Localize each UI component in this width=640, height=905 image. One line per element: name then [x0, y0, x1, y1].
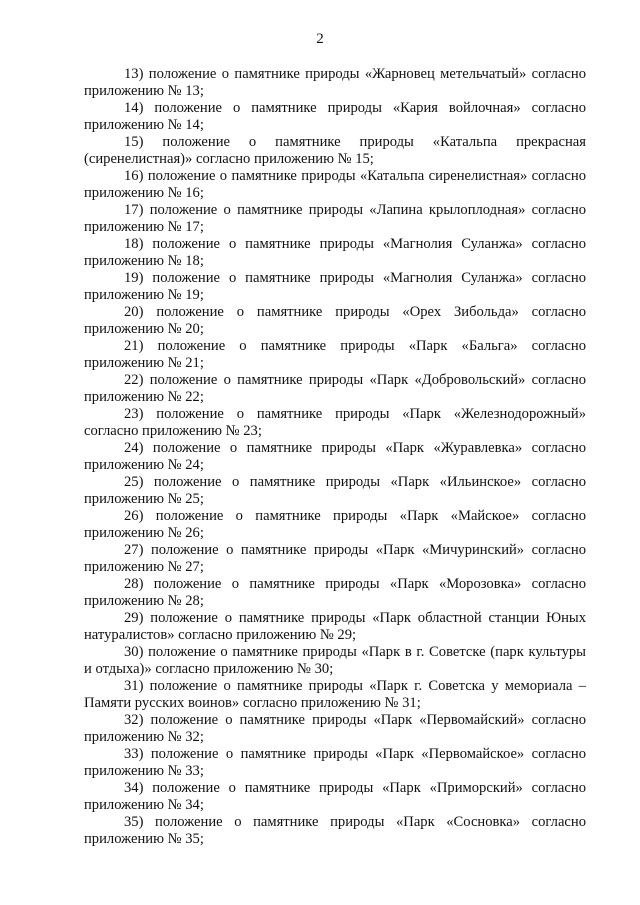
list-item: 21) положение о памятнике природы «Парк «Бальга» согласно приложению № 21; [84, 338, 586, 371]
list-item: 19) положение о памятнике природы «Магнолия Суланжа» согласно приложению № 19; [84, 270, 586, 303]
list-item: 35) положение о памятнике природы «Парк «Сосновка» согласно приложению № 35; [84, 814, 586, 847]
list-item: 29) положение о памятнике природы «Парк областной станции Юных натуралистов» согласно приложению № 29; [84, 610, 586, 643]
list-item: 15) положение о памятнике природы «Катальпа прекрасная (сиренелистная)» согласно приложению № 15; [84, 134, 586, 167]
list-item: 16) положение о памятнике природы «Катальпа сиренелистная» согласно приложению № 16; [84, 168, 586, 201]
list-item: 30) положение о памятнике природы «Парк в г. Советске (парк культуры и отдыха)» согласно приложению № 30; [84, 644, 586, 677]
list-item: 28) положение о памятнике природы «Парк «Морозовка» согласно приложению № 28; [84, 576, 586, 609]
list-item: 26) положение о памятнике природы «Парк «Майское» согласно приложению № 26; [84, 508, 586, 541]
list-item: 33) положение о памятнике природы «Парк «Первомайское» согласно приложению № 33; [84, 746, 586, 779]
list-item: 18) положение о памятнике природы «Магнолия Суланжа» согласно приложению № 18; [84, 236, 586, 269]
list-item: 13) положение о памятнике природы «Жарновец метельчатый» согласно приложению № 13; [84, 66, 586, 99]
list-item: 17) положение о памятнике природы «Лапина крылоплодная» согласно приложению № 17; [84, 202, 586, 235]
list-item: 24) положение о памятнике природы «Парк «Журавлевка» согласно приложению № 24; [84, 440, 586, 473]
list-item: 23) положение о памятнике природы «Парк «Железнодорожный» согласно приложению № 23; [84, 406, 586, 439]
list-item: 25) положение о памятнике природы «Парк «Ильинское» согласно приложению № 25; [84, 474, 586, 507]
list-item: 27) положение о памятнике природы «Парк «Мичуринский» согласно приложению № 27; [84, 542, 586, 575]
list-item: 14) положение о памятнике природы «Кария войлочная» согласно приложению № 14; [84, 100, 586, 133]
page-number: 2 [316, 31, 324, 47]
list-item: 31) положение о памятнике природы «Парк г. Советска у мемориала – Памяти русских воинов» согласно приложению № 31; [84, 678, 586, 711]
list-item: 32) положение о памятнике природы «Парк «Первомайский» согласно приложению № 32; [84, 712, 586, 745]
list-item: 20) положение о памятнике природы «Орех Зибольда» согласно приложению № 20; [84, 304, 586, 337]
list-item: 22) положение о памятнике природы «Парк «Добровольский» согласно приложению № 22; [84, 372, 586, 405]
document-body [84, 66, 586, 848]
list-item: 34) положение о памятнике природы «Парк «Приморский» согласно приложению № 34; [84, 780, 586, 813]
